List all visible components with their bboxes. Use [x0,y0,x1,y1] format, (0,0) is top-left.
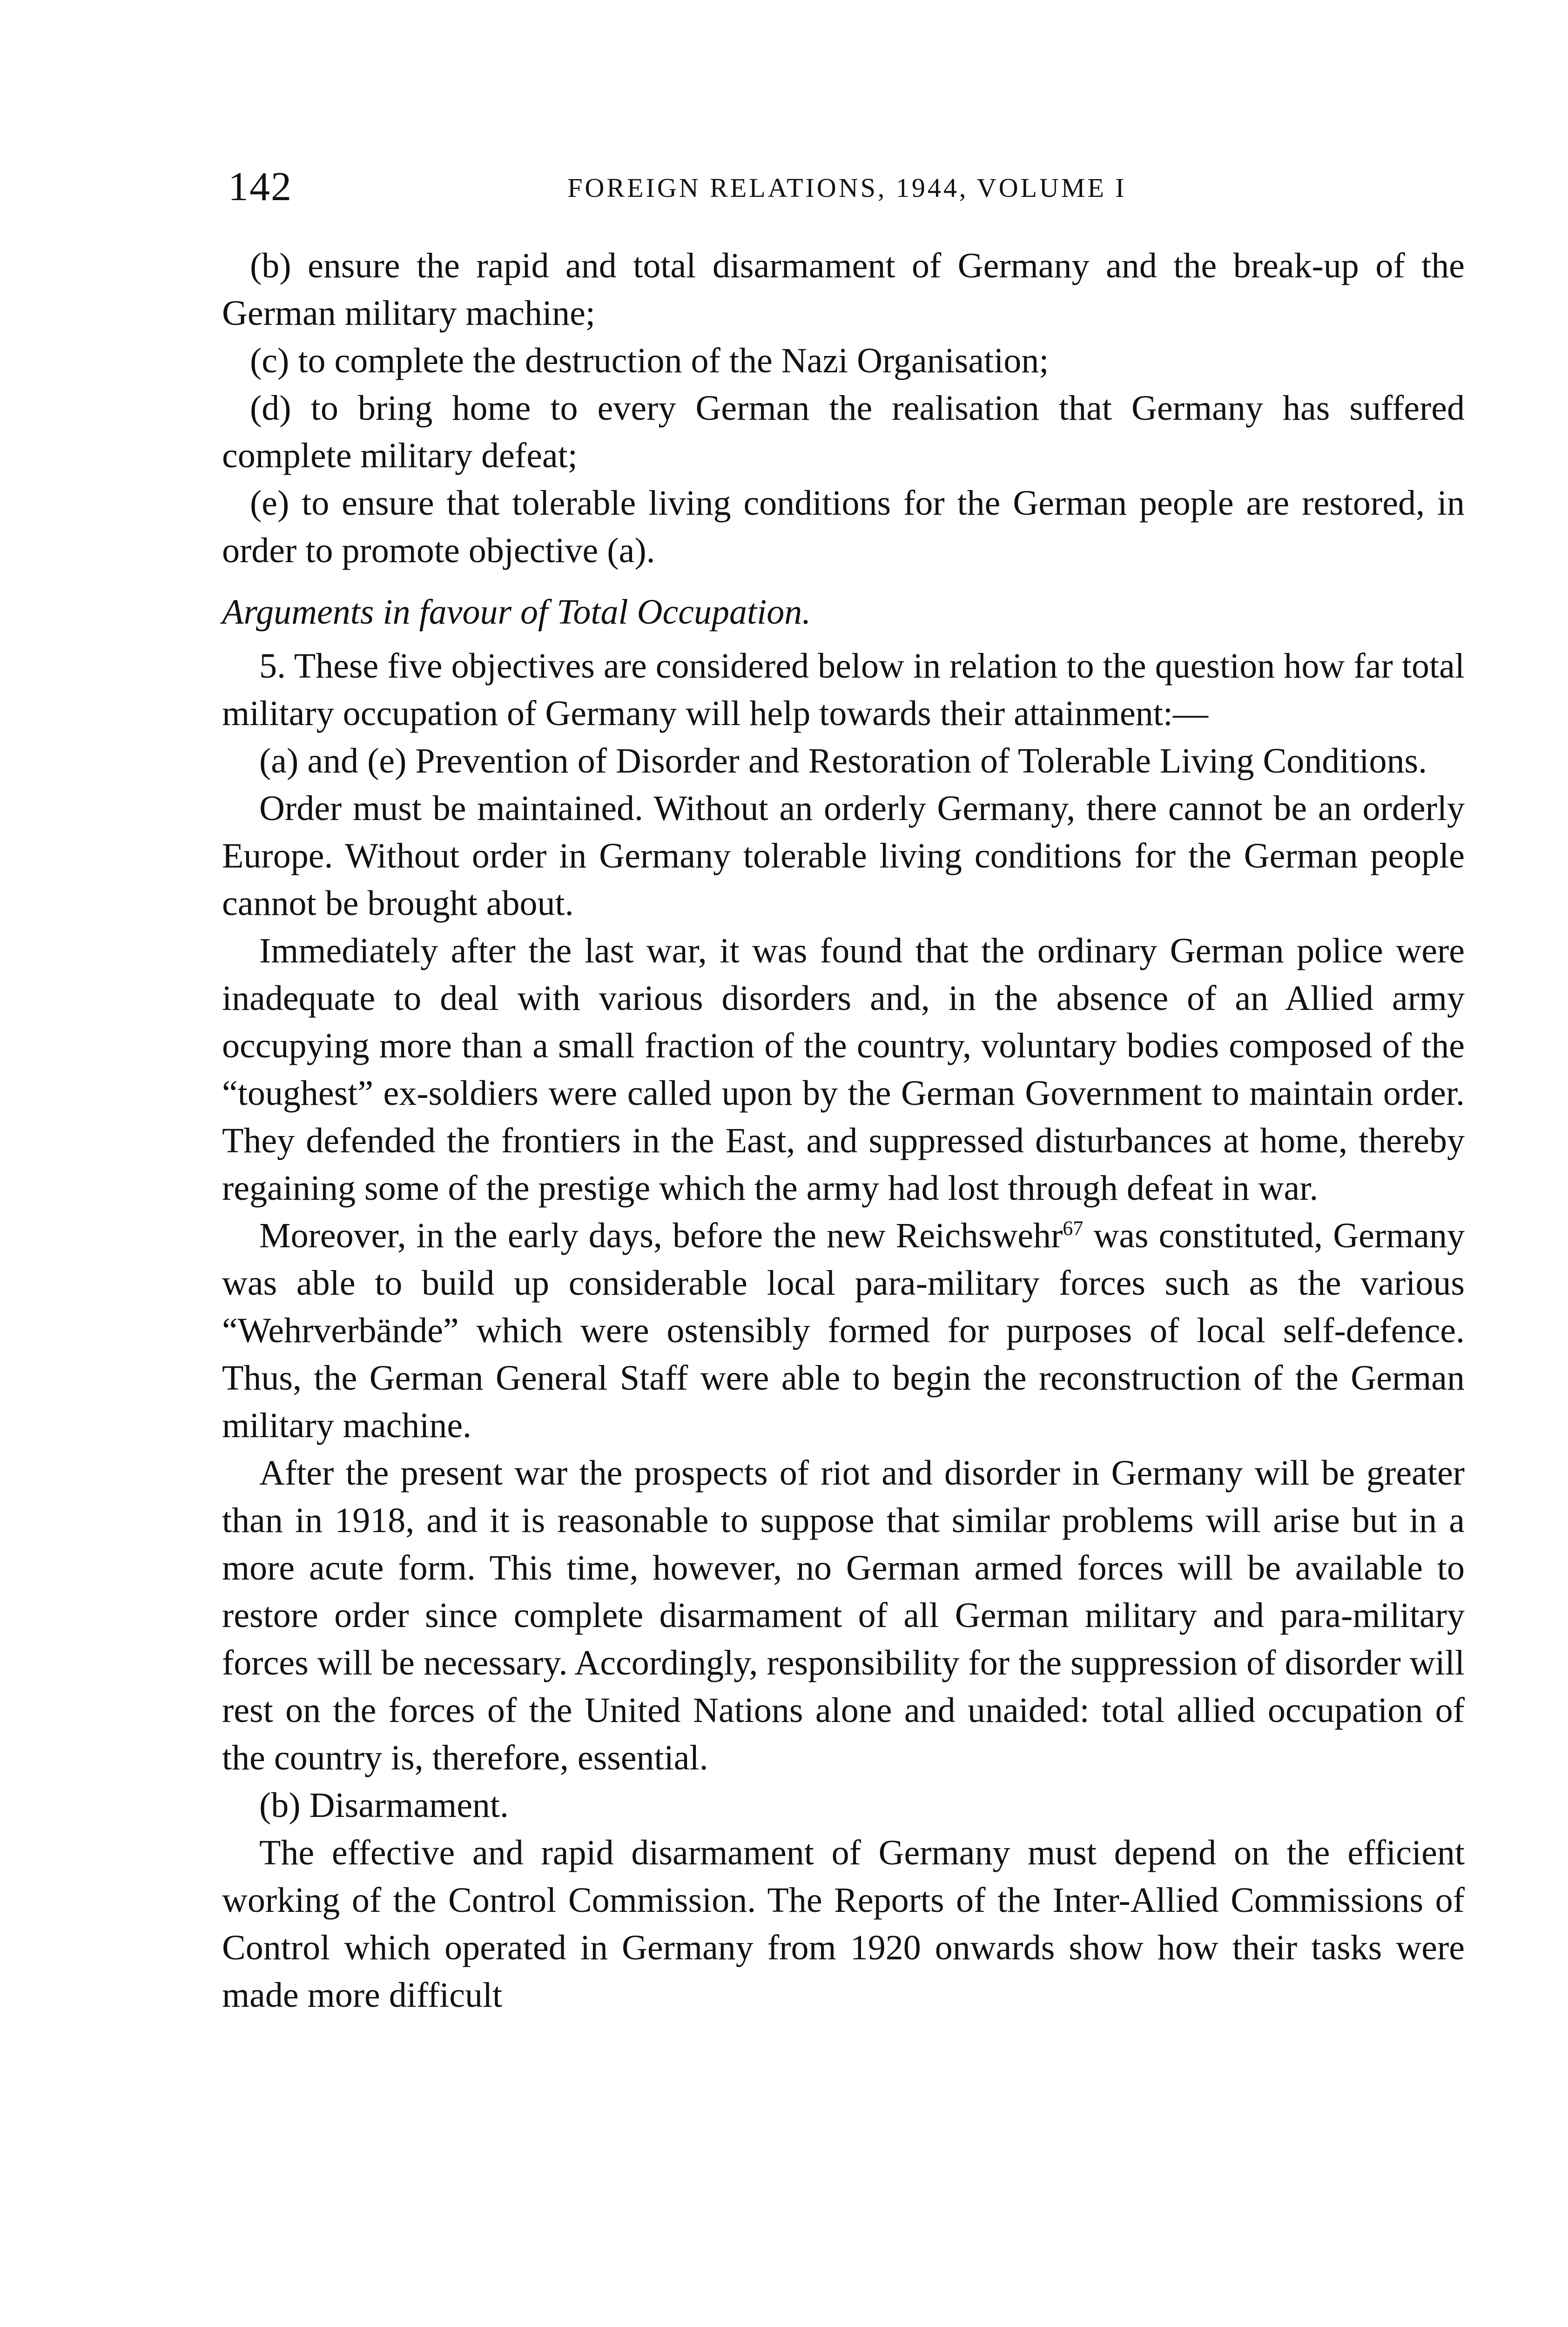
paragraph-immediately: Immediately after the last war, it was found that the ordinary German police were inadequate to deal with various disorders and, in the absence of an Allied army occupying more than a small fraction of the country, voluntary bodies composed of the “toughest” ex-soldiers were called upon by the German Government to maintain order. They defended the frontiers in the East, and suppressed disturbances at home, thereby regaining some of the prestige which the army had lost through defeat in war. [222,931,1465,1208]
footnote-reference: 67 [1063,1217,1083,1240]
paragraph-moreover [222,1212,1465,1449]
paragraph-after: After the present war the prospects of riot and disorder in Germany will be greater than in 1918, and it is reasonable to suppose that similar problems will arise but in a more acute form. This time, however, no German armed forces will be available to restore order since complete disarmament of all German military and para-military forces will be necessary. Accordingly, responsibility for the suppression of disorder will rest on the forces of the United Nations alone and unaided: total allied occupation of the country is, therefore, essential. [222,1453,1465,1777]
objective-d: (d) to bring home to every German the realisation that Germany has suffered complete military defeat; [222,389,1465,475]
paragraph-effective: The effective and rapid disarmament of Germany must depend on the efficient working of the Control Commission. The Reports of the Inter-Allied Commissions of Control which operated in Germany from 1920 onwards show how their tasks were made more difficult [222,1833,1465,2015]
page-number: 142 [228,164,292,209]
running-head: FOREIGN RELATIONS, 1944, VOLUME I [567,173,1127,203]
subheading-b: (b) Disarmament. [259,1786,509,1825]
paragraph-5: 5. These five objectives are considered below in relation to the question how far total military occupation of Germany will help towards their attainment:— [222,646,1465,733]
paragraph-order: Order must be maintained. Without an orderly Germany, there cannot be an orderly Europe. Without order in Germany tolerable living conditions for the German people cannot be brought about. [222,789,1465,923]
section-heading: Arguments in favour of Total Occupation. [222,592,811,632]
objective-e: (e) to ensure that tolerable living conditions for the German people are restored, in order to promote objective (a). [222,484,1465,570]
objective-b: (b) ensure the rapid and total disarmament of Germany and the break-up of the German military machine; [222,246,1465,333]
objective-c: (c) to complete the destruction of the Nazi Organisation; [250,341,1049,380]
subheading-a-e: (a) and (e) Prevention of Disorder and Restoration of Tolerable Living Conditions. [259,741,1427,780]
body-text [222,242,1465,2019]
page-header [228,164,1466,215]
paragraph-moreover-rest: was constituted, Germany was able to build up considerable local para-military forces such as the various “Wehrverbände” which were ostensibly formed for purposes of local self-defence. Thus, the German General Staff were able to begin the reconstruction of the German military machine. [222,1216,1465,1445]
paragraph-moreover-start: Moreover, in the early days, before the new Reichswehr [259,1216,1063,1255]
